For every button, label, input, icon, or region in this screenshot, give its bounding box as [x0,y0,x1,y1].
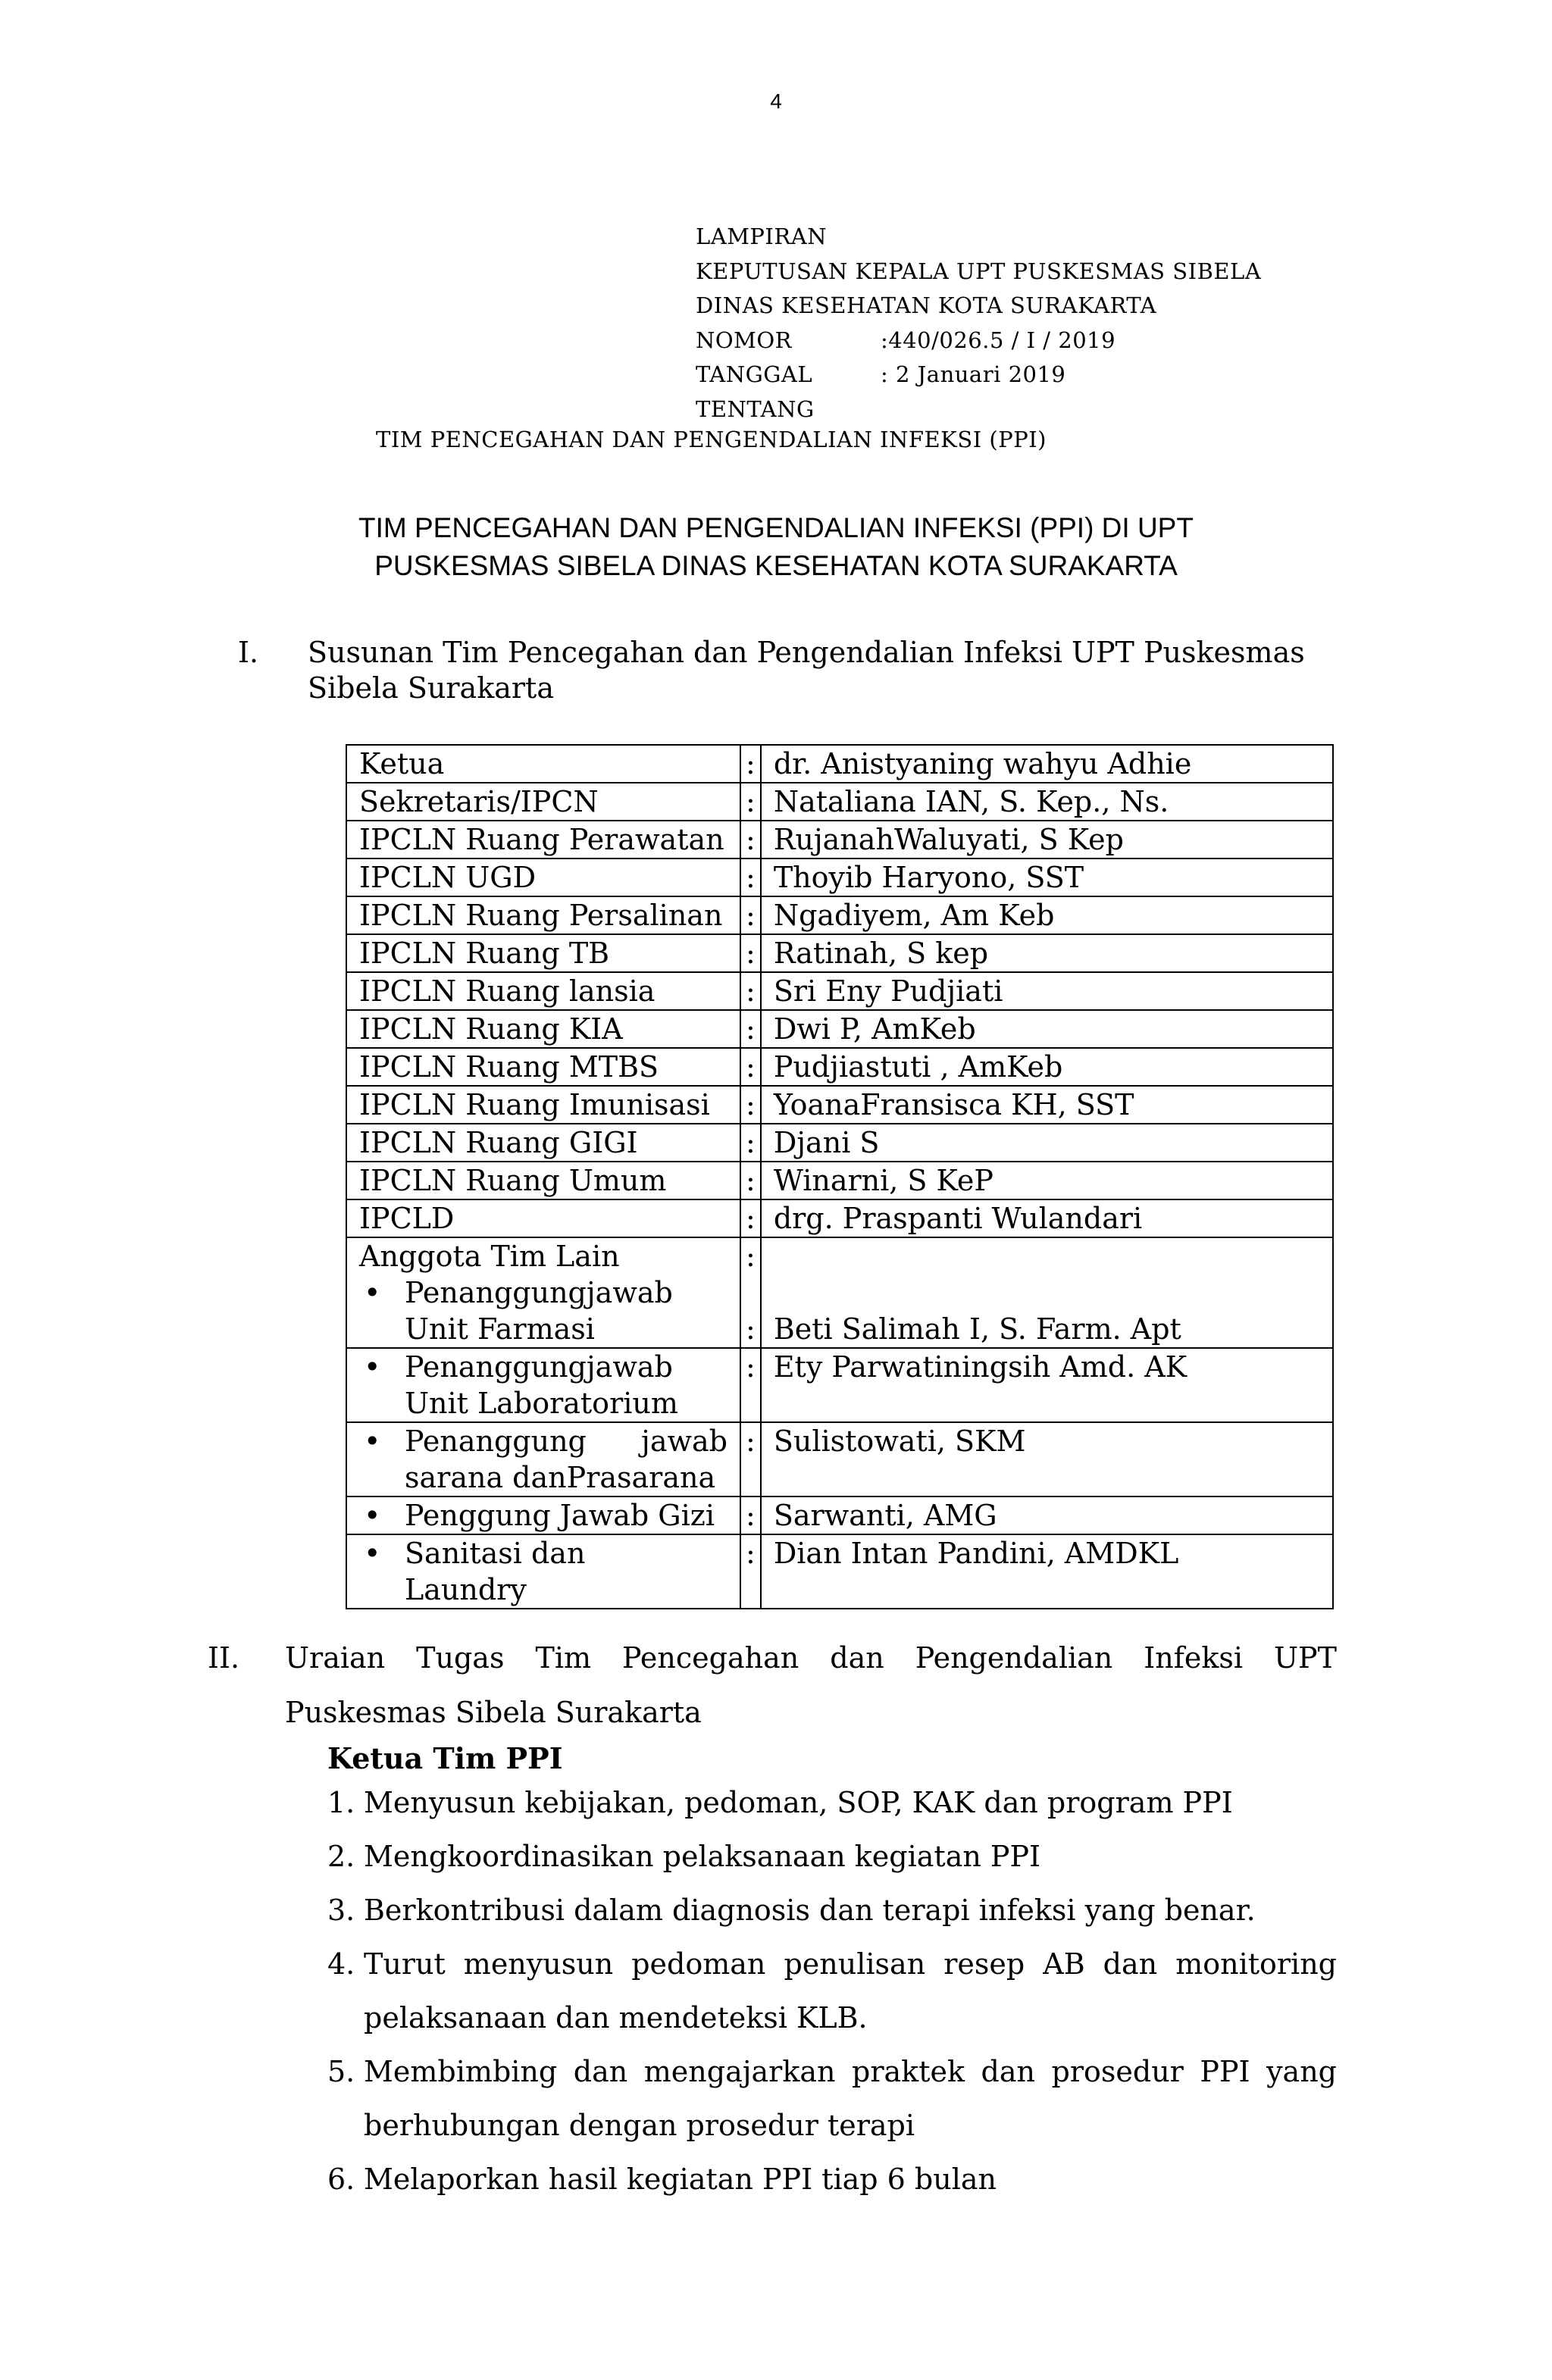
team-table [346,744,1334,1609]
tanggal-value: : 2 Januari 2019 [881,361,1066,387]
heading-word: Tugas [416,1641,505,1675]
name-cell: Pudjiastuti , AmKeb [761,1048,1333,1086]
role-cell: Sekretaris/IPCN [346,783,740,821]
lampiran-nomor [696,324,1261,358]
section-one [238,635,1337,706]
separator-cell: : [740,1199,761,1237]
role-cell: IPCLN Ruang Umum [346,1162,740,1199]
heading-word: Uraian [285,1641,386,1675]
role-cell: IPCLN Ruang MTBS [346,1048,740,1086]
separator: : [746,1240,756,1273]
heading-word: UPT [1274,1641,1337,1675]
role-cell: Ketua [346,745,740,783]
list-item-text: Menyusun kebijakan, pedoman, SOP, KAK dan program PPI [364,1786,1233,1819]
document-title-line1: TIM PENCEGAHAN DAN PENGENDALIAN INFEKSI (PPI) DI UPT [358,512,1194,543]
table-row [346,1086,1333,1124]
gizi-name: Sarwanti, AMG [761,1496,1333,1534]
heading-word: Tim [535,1641,592,1675]
section-one-number: I. [238,636,259,669]
list-item [327,2153,1337,2206]
list-item-number: 1. [327,1786,355,1819]
name-cell: RujanahWaluyati, S Kep [761,821,1333,858]
lab-role-line2: Unit Laboratorium [405,1387,678,1420]
farmasi-role-line2: Unit Farmasi [405,1312,595,1346]
lampiran-title: LAMPIRAN [696,224,828,249]
role-cell: IPCLN UGD [346,858,740,896]
list-item-text: Berkontribusi dalam diagnosis dan terapi infeksi yang benar. [364,1894,1256,1927]
list-item-number: 6. [327,2163,355,2196]
separator-cell: : [740,896,761,934]
separator-cell: : [740,858,761,896]
role-cell: IPCLN Ruang Imunisasi [346,1086,740,1124]
sarana-role-line2: sarana danPrasarana [405,1461,716,1494]
lampiran-decree: KEPUTUSAN KEPALA UPT PUSKESMAS SIBELA [696,258,1262,284]
nomor-value: :440/026.5 / I / 2019 [881,327,1116,353]
section-two [208,1631,1337,2206]
lampiran-subject: TIM PENCEGAHAN DAN PENGENDALIAN INFEKSI (PPI) [376,427,1047,452]
table-row [346,934,1333,972]
table-row [346,821,1333,858]
table-row [346,1010,1333,1048]
sarana-role [359,1423,728,1496]
task-list [327,1776,1337,2206]
list-item-number: 2. [327,1840,355,1873]
team-table-body [346,745,1333,1609]
separator-cell: : [740,1496,761,1534]
name-cell: Thoyib Haryono, SST [761,858,1333,896]
separator-cell: : [740,972,761,1010]
ketua-tim-heading: Ketua Tim PPI [327,1741,563,1775]
list-item-text-line2: berhubungan dengan prosedur terapi [364,2109,915,2142]
separator-cell: : [740,1348,761,1422]
separator-cell: : [740,1086,761,1124]
farmasi-role-line1: Penanggungjawab [405,1276,673,1309]
section-two-number: II. [208,1641,240,1675]
sanitasi-role-line2: Laundry [405,1573,527,1606]
list-item-text: Melaporkan hasil kegiatan PPI tiap 6 bulan [364,2163,997,2196]
table-row [346,1534,1333,1609]
separator: : [746,1312,756,1346]
role-cell: IPCLN Ruang Persalinan [346,896,740,934]
separator-cell: : [740,745,761,783]
sarana-role-cell [346,1422,740,1496]
tanggal-label: TANGGAL [696,361,813,387]
heading-word: dan [830,1641,884,1675]
list-item-text: Mengkoordinasikan pelaksanaan kegiatan PPI [364,1840,1041,1873]
list-item [327,1884,1337,1937]
lab-role-line1: Penanggungjawab [405,1350,673,1384]
table-row [346,896,1333,934]
nomor-label: NOMOR [696,327,792,353]
heading-word: Infeksi [1144,1641,1243,1675]
role-cell: IPCLN Ruang KIA [346,1010,740,1048]
list-item [327,1830,1337,1884]
lampiran-agency: DINAS KESEHATAN KOTA SURAKARTA [696,292,1157,318]
role-cell: IPCLN Ruang TB [346,934,740,972]
name-cell: Ratinah, S kep [761,934,1333,972]
table-row [346,1348,1333,1422]
section-one-heading-line2: Sibela Surakarta [308,671,554,705]
name-cell: Dwi P, AmKeb [761,1010,1333,1048]
table-row [346,783,1333,821]
list-item-number: 5. [327,2055,355,2088]
name-cell: Nataliana IAN, S. Kep., Ns. [761,783,1333,821]
heading-word: Pencegahan [622,1641,799,1675]
separator-cell: : [740,1162,761,1199]
sanitasi-name: Dian Intan Pandini, AMDKL [761,1534,1333,1609]
section-one-heading-line1: Susunan Tim Pencegahan dan Pengendalian Infeksi UPT Puskesmas [308,636,1305,669]
separator-cell [740,1237,761,1348]
list-item-text-line2: pelaksanaan dan mendeteksi KLB. [364,2001,868,2034]
lampiran-header [696,220,1261,427]
lampiran-tanggal [696,358,1261,392]
lab-role-cell [346,1348,740,1422]
sarana-role-line1 [405,1423,728,1459]
name-cell: Winarni, S KeP [761,1162,1333,1199]
sanitasi-role-cell [346,1534,740,1609]
section-two-heading [208,1631,1337,1740]
heading-word: Pengendalian [915,1641,1113,1675]
table-row [346,745,1333,783]
farmasi-name: Beti Salimah I, S. Farm. Apt [773,1312,1181,1346]
name-cell: drg. Praspanti Wulandari [761,1199,1333,1237]
lab-role [359,1349,728,1421]
separator-cell: : [740,1422,761,1496]
table-row [346,1124,1333,1162]
farmasi-name-cell [761,1237,1333,1348]
table-row [346,1237,1333,1348]
gizi-role-cell [346,1496,740,1534]
name-cell: Ngadiyem, Am Keb [761,896,1333,934]
sarana-word1: • Penanggung [405,1425,587,1458]
separator-cell: : [740,821,761,858]
name-cell: YoanaFransisca KH, SST [761,1086,1333,1124]
sarana-word2: jawab [641,1425,728,1458]
role-cell: IPCLN Ruang lansia [346,972,740,1010]
gizi-role: • Penggung Jawab Gizi [359,1497,728,1534]
section-two-heading-line1 [285,1631,1337,1685]
name-cell: Djani S [761,1124,1333,1162]
role-cell: IPCLD [346,1199,740,1237]
table-row [346,1162,1333,1199]
table-row [346,1048,1333,1086]
name-cell: Sri Eny Pudjiati [761,972,1333,1010]
anggota-label: Anggota Tim Lain [359,1240,620,1273]
section-two-heading-line2: Puskesmas Sibela Surakarta [285,1696,702,1729]
separator-cell: : [740,1048,761,1086]
name-cell: dr. Anistyaning wahyu Adhie [761,745,1333,783]
list-item-text-line1: Membimbing dan mengajarkan praktek dan prosedur PPI yang [364,2055,1337,2088]
separator-cell: : [740,1010,761,1048]
list-item [327,2045,1337,2153]
list-item [327,1776,1337,1830]
anggota-label-cell [346,1237,740,1348]
lampiran-tentang: TENTANG [696,396,815,422]
table-row [346,858,1333,896]
separator-cell: : [740,1124,761,1162]
table-row [346,1199,1333,1237]
document-title [0,509,1552,585]
list-item-number: 4. [327,1947,355,1981]
page-number: 4 [770,89,782,113]
table-row [346,1496,1333,1534]
sanitasi-role [359,1535,728,1608]
lab-name: Ety Parwatiningsih Amd. AK [761,1348,1333,1422]
role-cell: IPCLN Ruang GIGI [346,1124,740,1162]
role-cell: IPCLN Ruang Perawatan [346,821,740,858]
sarana-name: Sulistowati, SKM [761,1422,1333,1496]
sanitasi-role-line1: Sanitasi dan [405,1537,586,1570]
section-one-heading [308,635,1337,706]
separator-cell: : [740,783,761,821]
table-row [346,1422,1333,1496]
separator-cell: : [740,934,761,972]
document-title-line2: PUSKESMAS SIBELA DINAS KESEHATAN KOTA SURAKARTA [374,550,1178,581]
list-item [327,1937,1337,2045]
list-item-text-line1: Turut menyusun pedoman penulisan resep AB dan monitoring [364,1947,1337,1981]
list-item-number: 3. [327,1894,355,1927]
separator-cell: : [740,1534,761,1609]
table-row [346,972,1333,1010]
farmasi-role [359,1274,728,1347]
